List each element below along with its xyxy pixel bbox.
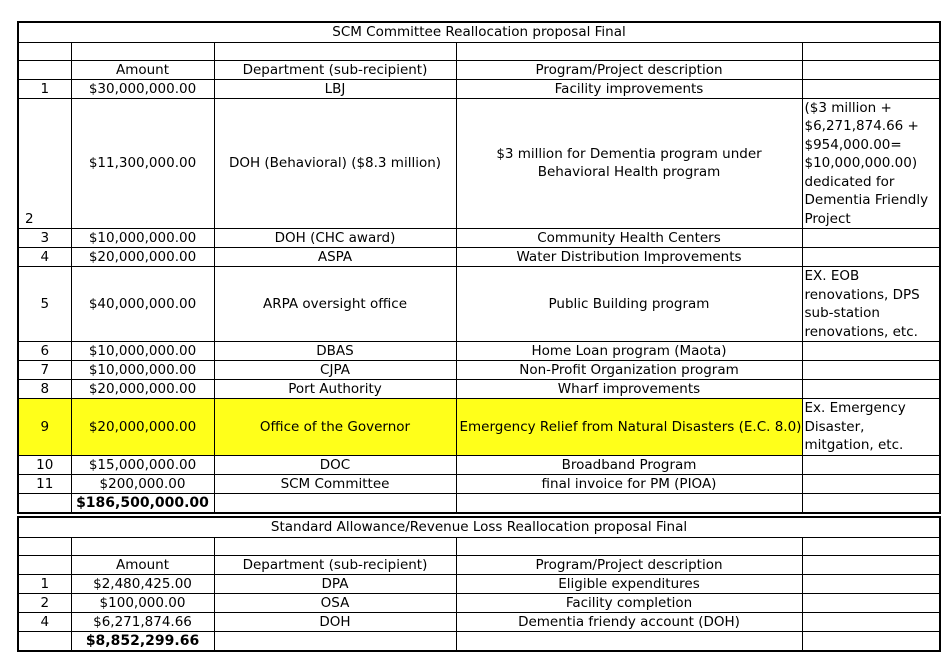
note-cell: Ex. Emergency Disaster, mitgation, etc. [802,399,940,456]
total-amount: $8,852,299.66 [71,631,214,651]
blank-row [18,537,940,555]
amount-cell: $10,000,000.00 [71,361,214,380]
description-cell: Wharf improvements [456,380,802,399]
table-row [18,267,940,342]
department-cell: SCM Committee [214,474,456,493]
note-cell: EX. EOB renovations, DPS sub-station renovations, etc. [802,267,940,342]
note-cell [802,380,940,399]
department-header: Department (sub-recipient) [214,60,456,79]
description-cell: Facility completion [456,593,802,612]
description-cell: Eligible expenditures [456,574,802,593]
table-row [18,98,940,229]
row-number: 10 [18,455,71,474]
row-number: 1 [18,574,71,593]
description-cell: Home Loan program (Maota) [456,342,802,361]
amount-header: Amount [71,555,214,574]
description-cell: Emergency Relief from Natural Disasters (E.C. 8.0) [456,399,802,456]
row-number: 11 [18,474,71,493]
amount-cell: $10,000,000.00 [71,229,214,248]
sa-table-title: Standard Allowance/Revenue Loss Reallocation proposal Final [18,517,940,537]
description-cell: Dementia friendy account (DOH) [456,612,802,631]
department-cell: Office of the Governor [214,399,456,456]
row-number: 5 [18,267,71,342]
amount-cell: $20,000,000.00 [71,248,214,267]
note-cell: ($3 million + $6,271,874.66 + $954,000.00= $10,000,000.00) dedicated for Dementia Friendly Project [802,98,940,229]
amount-cell: $40,000,000.00 [71,267,214,342]
department-cell: OSA [214,593,456,612]
department-cell: DOC [214,455,456,474]
table-row [18,342,940,361]
description-cell: Public Building program [456,267,802,342]
table-row [18,380,940,399]
department-cell: LBJ [214,79,456,98]
row-number: 8 [18,380,71,399]
department-cell: DOH (Behavioral) ($8.3 million) [214,98,456,229]
description-cell: Broadband Program [456,455,802,474]
note-cell [802,229,940,248]
row-number: 9 [18,399,71,456]
department-cell: CJPA [214,361,456,380]
department-cell: DOH (CHC award) [214,229,456,248]
description-cell: Community Health Centers [456,229,802,248]
description-cell: Facility improvements [456,79,802,98]
department-cell: DBAS [214,342,456,361]
table-row [18,455,940,474]
amount-cell: $20,000,000.00 [71,380,214,399]
row-number: 6 [18,342,71,361]
table-row [18,593,940,612]
scm-reallocation-table [17,21,941,514]
description-cell: Water Distribution Improvements [456,248,802,267]
note-cell [802,474,940,493]
row-number: 4 [18,612,71,631]
header-row [18,60,940,79]
table-row [18,474,940,493]
department-cell: DPA [214,574,456,593]
department-cell: Port Authority [214,380,456,399]
amount-cell: $6,271,874.66 [71,612,214,631]
amount-cell: $20,000,000.00 [71,399,214,456]
amount-cell: $11,300,000.00 [71,98,214,229]
description-cell: final invoice for PM (PIOA) [456,474,802,493]
note-cell [802,248,940,267]
row-number: 4 [18,248,71,267]
note-cell [802,79,940,98]
description-header: Program/Project description [456,60,802,79]
row-number: 1 [18,79,71,98]
total-row [18,493,940,513]
row-number: 7 [18,361,71,380]
table-row [18,361,940,380]
row-number: 3 [18,229,71,248]
note-cell [802,361,940,380]
description-cell: Non-Profit Organization program [456,361,802,380]
description-cell: $3 million for Dementia program under Behavioral Health program [456,98,802,229]
total-amount: $186,500,000.00 [71,493,214,513]
department-cell: ASPA [214,248,456,267]
row-number: 2 [18,593,71,612]
header-row [18,555,940,574]
department-cell: ARPA oversight office [214,267,456,342]
department-header: Department (sub-recipient) [214,555,456,574]
scm-table-title: SCM Committee Reallocation proposal Final [18,22,940,42]
amount-cell: $100,000.00 [71,593,214,612]
note-cell [802,455,940,474]
blank-row [18,42,940,60]
total-row [18,631,940,651]
standard-allowance-table [17,516,941,652]
table-row [18,248,940,267]
table-row [18,612,940,631]
highlighted-row [18,399,940,456]
table-row [18,229,940,248]
amount-header: Amount [71,60,214,79]
row-number: 2 [18,98,71,229]
department-cell: DOH [214,612,456,631]
note-cell [802,342,940,361]
amount-cell: $2,480,425.00 [71,574,214,593]
amount-cell: $30,000,000.00 [71,79,214,98]
table-row [18,574,940,593]
description-header: Program/Project description [456,555,802,574]
amount-cell: $10,000,000.00 [71,342,214,361]
amount-cell: $200,000.00 [71,474,214,493]
table-row [18,79,940,98]
amount-cell: $15,000,000.00 [71,455,214,474]
